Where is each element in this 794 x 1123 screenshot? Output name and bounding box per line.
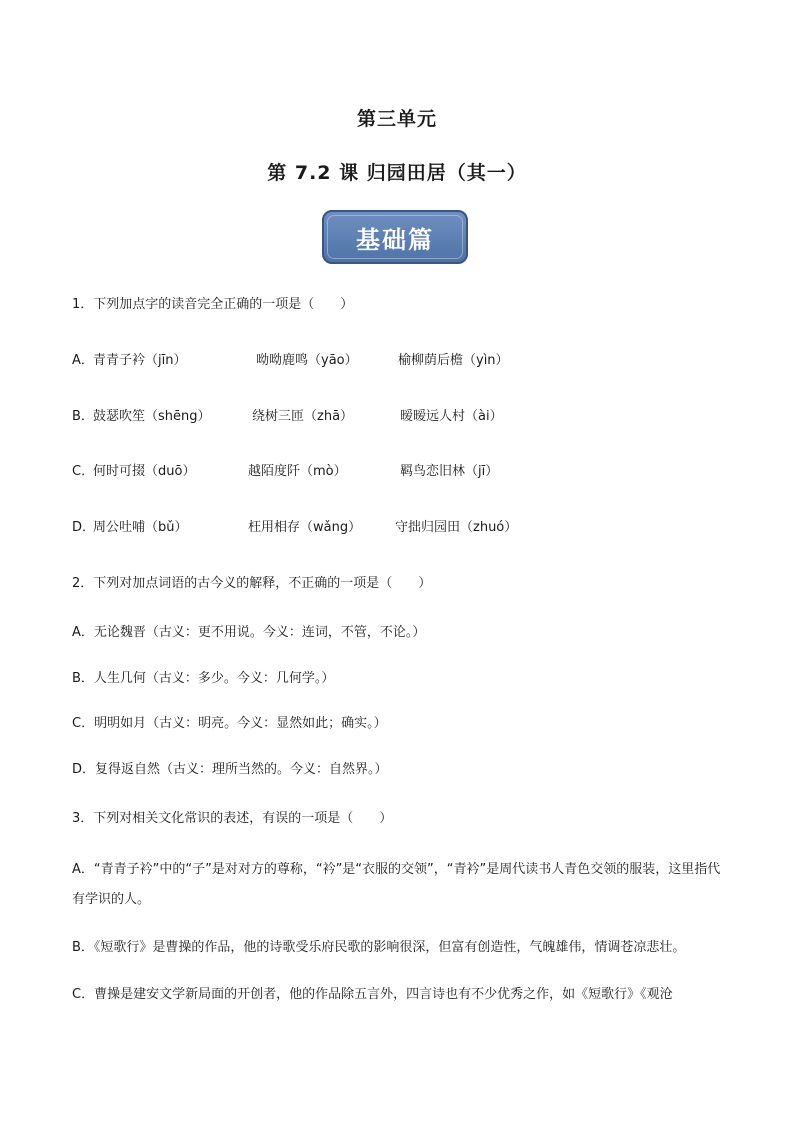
q1-option-d-label: D． bbox=[72, 520, 96, 535]
q3-option-c: C．曹操是建安文学新局面的开创者，他的作品除五言外，四言诗也有不少优秀之作，如《短歌行》《观沧 bbox=[72, 987, 673, 1002]
q1-option-b-item-1: 鼓瑟吹笙（shēng） bbox=[93, 409, 211, 424]
q1-option-b-item-2: 绕树三匝（zhā） bbox=[252, 409, 354, 424]
q1-option-a-item-1: 青青子衿（jīn） bbox=[93, 353, 187, 368]
q3-option-a: A．“青青子衿”中的“子”是对对方的尊称，“衿”是“衣服的交领”，“青衿”是周代读书人青色交领的服装，这里指代有学识的人。 bbox=[72, 862, 721, 907]
q1-option-d-item-2: 枉用相存（wǎng） bbox=[248, 520, 362, 535]
q3-stem: 3．下列对相关文化常识的表述，有误的一项是（ ） bbox=[72, 811, 393, 826]
unit-title: 第三单元 bbox=[356, 108, 437, 130]
q1-option-d-item-3: 守拙归园田（zhuó） bbox=[395, 520, 518, 535]
q1-option-c-item-1: 何时可掇（duō） bbox=[93, 464, 196, 479]
q1-option-c-label: C． bbox=[72, 464, 95, 479]
q2-stem: 2．下列对加点词语的古今义的解释，不正确的一项是（ ） bbox=[72, 576, 432, 591]
q2-option-a: A．无论魏晋（古义：更不用说。今义：连词，不管，不论。） bbox=[72, 625, 426, 640]
q1-option-c-item-3: 羁鸟恋旧林（jī） bbox=[400, 464, 499, 479]
q2-option-d: D．复得返自然（古义：理所当然的。今义：自然界。） bbox=[72, 762, 388, 777]
q1-option-a-label: A． bbox=[72, 353, 94, 368]
q1-stem: 1．下列加点字的读音完全正确的一项是（ ） bbox=[72, 297, 354, 312]
q1-option-d-item-1: 周公吐哺（bǔ） bbox=[93, 520, 188, 535]
q1-option-a-item-3: 榆柳荫后檐（yìn） bbox=[398, 353, 509, 368]
q2-option-c: C．明明如月（古义：明亮。今义：显然如此；确实。） bbox=[72, 716, 387, 731]
lesson-title: 第 7.2 课 归园田居（其一） bbox=[267, 162, 527, 184]
section-badge bbox=[322, 210, 468, 264]
q2-option-b: B．人生几何（古义：多少。今义：几何学。） bbox=[72, 671, 335, 686]
q1-option-a-item-2: 呦呦鹿鸣（yāo） bbox=[256, 353, 358, 368]
q1-option-c-item-2: 越陌度阡（mò） bbox=[248, 464, 347, 479]
q1-option-b-label: B． bbox=[72, 409, 94, 424]
q1-option-b-item-3: 暧暧远人村（ài） bbox=[400, 409, 503, 424]
q3-option-b: B．《短歌行》是曹操的作品，他的诗歌受乐府民歌的影响很深，但富有创造性，气魄雄伟，情调苍凉悲壮。 bbox=[72, 940, 686, 955]
badge-label: 基础篇 bbox=[356, 224, 434, 254]
